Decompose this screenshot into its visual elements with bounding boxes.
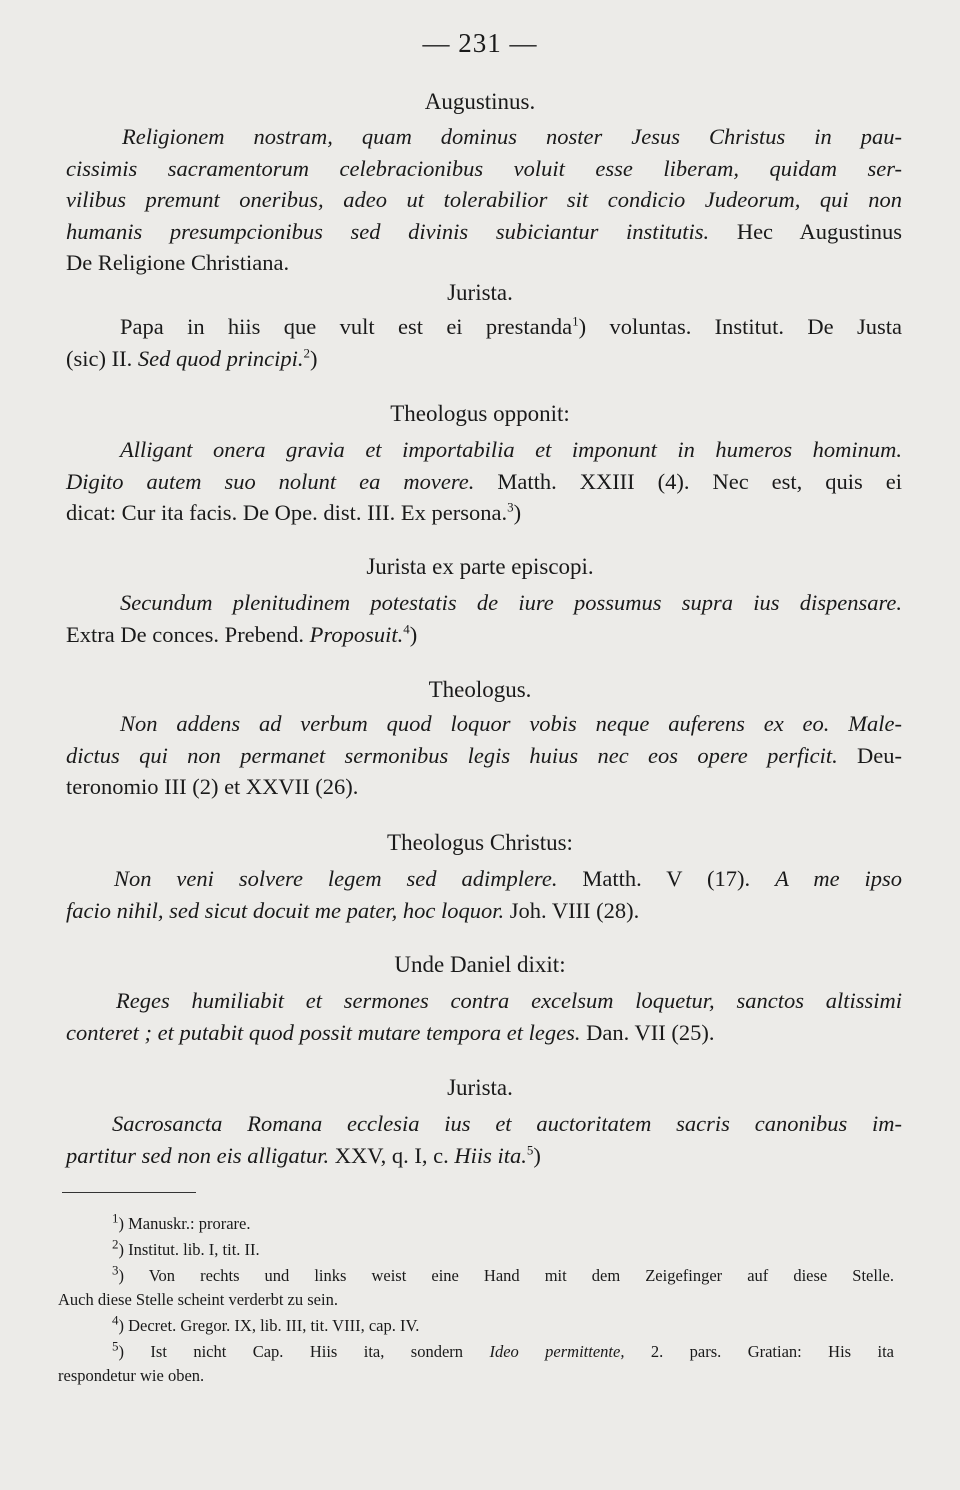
footnotes [58,1212,894,1388]
footnote-ref[interactable]: 1 [572,313,579,329]
text-line: teronomio III (2) et XXVII (26). [66,774,359,799]
footnote-text: ) Institut. lib. I, tit. II. [118,1240,260,1259]
text-italic: Non veni solvere legem sed adimplere. [114,866,558,891]
footnote-1 [58,1212,894,1236]
text-line: vilibus premunt oneribus, adeo ut tolerabilior sit condicio Judeorum, qui non [66,187,902,212]
text-line [66,740,902,772]
section-heading-theologus-christus: Theologus Christus: [387,830,573,855]
footnote-mark: 1 [112,1210,119,1226]
text-roman: ) [409,621,418,647]
footnote-3 [58,1264,894,1288]
theologus-christus-paragraph [66,863,902,926]
text-roman: ) [309,345,318,371]
text-line: Alligant onera gravia et importabilia et imponunt in humeros hominum. [120,437,902,462]
footnote-italic: Ideo permittente, [489,1342,625,1361]
footnote-ref[interactable]: 4 [403,621,410,636]
text-italic: facio nihil, sed sicut docuit me pater, hoc loquor. [66,897,505,923]
text-italic: Sed quod principi. [137,345,304,371]
footnote-ref[interactable]: 5 [526,1142,534,1157]
footnote-text: ) Manuskr.: prorare. [118,1214,251,1233]
footnote-text: ) Ist nicht Cap. Hiis ita, sondern [118,1342,490,1361]
section-heading-jurista-ex-parte: Jurista ex parte episcopi. [366,554,594,579]
text-roman: XXV, q. I, c. [329,1142,455,1168]
jurista-paragraph [66,311,902,374]
theologus-paragraph [66,708,902,803]
text-line [66,311,902,343]
footnote-2 [58,1238,894,1262]
footnote-5 [58,1340,894,1364]
text-roman: Matth. XXIII (4). Nec est, quis ei [474,468,902,494]
text-line [66,466,902,498]
text-line: Sacrosancta Romana ecclesia ius et auctoritatem sacris canonibus im- [112,1111,902,1136]
text-line: Religionem nostram, quam dominus noster Jesus Christus in pau- [122,124,902,149]
text-roman: Papa in hiis que vult est ei prestanda [120,314,573,339]
text-italic: Digito autem suo nolunt ea movere. [66,468,475,494]
text-italic: Hiis ita. [454,1142,527,1168]
section-heading-augustinus: Augustinus. [424,89,536,114]
text-line: Non addens ad verbum quod loquor vobis neque auferens ex eo. Male- [120,711,902,736]
text-italic: Proposuit. [309,621,404,647]
text-roman: ) [533,1142,541,1168]
text-line [66,895,902,927]
text-line [66,343,902,375]
text-roman: Dan. VII (25). [580,1019,715,1045]
text-roman: (sic) II. [66,345,138,371]
text-line: Secundum plenitudinem potestatis de iure possumus supra ius dispensare. [120,590,902,615]
footnote-text: ) Decret. Gregor. IX, lib. III, tit. VIII, cap. IV. [118,1316,420,1335]
footnote-mark: 5 [112,1338,119,1354]
text-roman: Hec Augustinus [709,218,902,244]
footnote-mark: 2 [112,1236,119,1252]
text-italic: conteret ; et putabit quod possit mutare tempora et leges. [66,1019,581,1045]
augustinus-paragraph [66,121,902,279]
text-roman: Matth. V (17). [557,866,776,891]
text-italic: partitur sed non eis alligatur. [66,1142,330,1168]
footnote-text: 2. pars. Gratian: His ita [624,1342,894,1361]
text-line [66,497,902,529]
text-roman: Joh. VIII (28). [504,897,640,923]
text-line: cissimis sacramentorum celebracionibus voluit esse liberam, quidam ser- [66,155,902,181]
text-italic: dictus qui non permanet sermonibus legis huius nec eos opere perficit. [66,742,838,768]
footnote-ref[interactable]: 2 [303,345,310,360]
text-italic: A me ipso [775,866,902,891]
text-roman: ) [513,500,522,525]
footnote-5-cont: respondetur wie oben. [58,1366,205,1385]
page-number: — 231 — [422,28,538,58]
footnote-3-cont: Auch diese Stelle scheint verderbt zu sein. [58,1290,338,1309]
text-line [66,863,902,895]
footnote-divider [62,1192,196,1193]
text-line [66,216,902,248]
text-line [66,1017,902,1049]
footnote-mark: 3 [112,1262,119,1278]
footnote-text: ) Von rechts und links weist eine Hand mit dem Zeigefinger auf diese Stelle. [118,1266,894,1285]
text-line [66,1140,902,1172]
section-heading-jurista-2: Jurista. [447,1075,513,1100]
text-italic: humanis presumpcionibus sed divinis subiciantur institutis. [66,218,710,244]
jurista-ex-parte-paragraph [66,587,902,650]
footnote-ref[interactable]: 3 [507,499,514,515]
text-roman: Deu- [837,742,903,768]
unde-daniel-paragraph [66,985,902,1048]
section-heading-theologus-opponit: Theologus opponit: [390,401,570,426]
text-line: De Religione Christiana. [66,250,290,275]
theologus-opponit-paragraph [66,434,902,529]
footnote-mark: 4 [112,1312,119,1328]
section-heading-unde-daniel: Unde Daniel dixit: [394,952,566,977]
text-roman: ) voluntas. Institut. De Justa [578,314,902,339]
section-heading-jurista: Jurista. [447,280,513,305]
footnote-4 [58,1314,894,1338]
text-roman: Extra De conces. Prebend. [66,621,310,647]
jurista-2-paragraph [66,1108,902,1171]
text-roman: dicat: Cur ita facis. De Ope. dist. III. Ex persona. [66,500,508,525]
text-line: Reges humiliabit et sermones contra excelsum loquetur, sanctos altissimi [116,988,902,1013]
section-heading-theologus: Theologus. [428,677,532,702]
text-line [66,619,902,651]
